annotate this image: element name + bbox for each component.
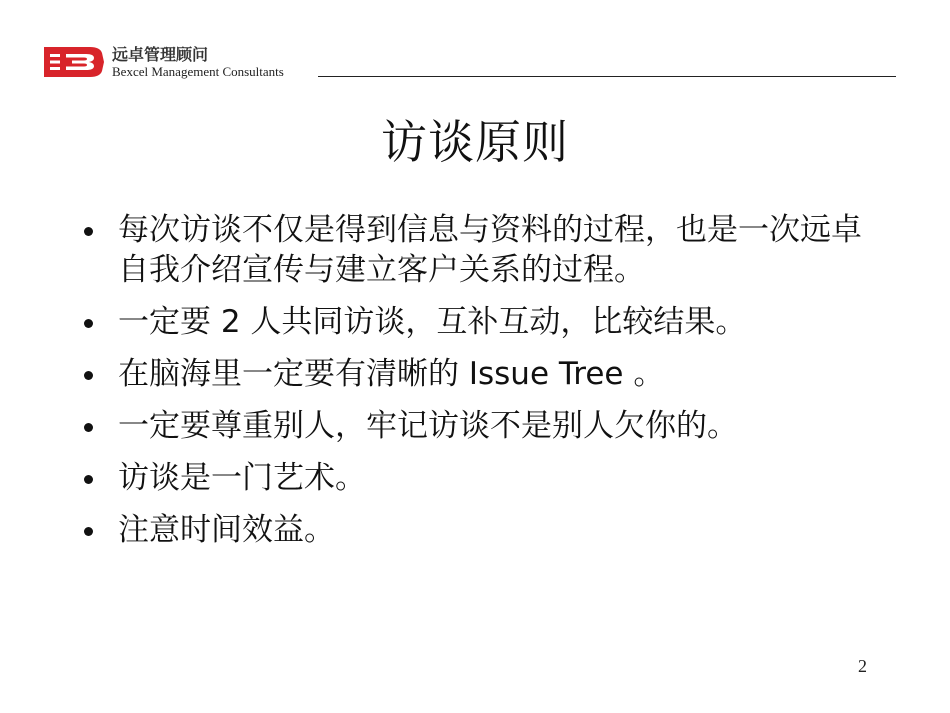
bexcel-logo-icon xyxy=(42,43,106,81)
bullet-text: 每次访谈不仅是得到信息与资料的过程，也是一次远卓自我介绍宣传与建立客户关系的过程。 xyxy=(118,212,862,288)
bullet-item xyxy=(80,406,880,446)
bullet-item xyxy=(80,210,880,290)
bullet-item xyxy=(80,354,880,394)
company-name-en: Bexcel Management Consultants xyxy=(112,64,284,79)
slide-title: 访谈原则 xyxy=(381,115,569,169)
bullet-text: 一定要 2 人共同访谈，互补互动，比较结果。 xyxy=(118,304,747,340)
bullet-dot-icon xyxy=(84,475,93,484)
bullet-item xyxy=(80,302,880,342)
bullet-list xyxy=(80,210,880,562)
bullet-text: 在脑海里一定要有清晰的 Issue Tree 。 xyxy=(118,356,665,392)
bullet-dot-icon xyxy=(84,227,93,236)
bullet-text: 访谈是一门艺术。 xyxy=(118,460,366,496)
bullet-item xyxy=(80,458,880,498)
bullet-dot-icon xyxy=(84,319,93,328)
slide-header xyxy=(42,40,898,84)
company-name-cn: 远卓管理顾问 xyxy=(112,45,209,64)
bullet-dot-icon xyxy=(84,423,93,432)
bullet-dot-icon xyxy=(84,527,93,536)
page-number: 2 xyxy=(858,656,867,676)
bullet-dot-icon xyxy=(84,371,93,380)
header-divider xyxy=(318,76,896,77)
bullet-text: 一定要尊重别人，牢记访谈不是别人欠你的。 xyxy=(118,408,738,444)
bullet-text: 注意时间效益。 xyxy=(118,512,335,548)
bullet-item xyxy=(80,510,880,550)
